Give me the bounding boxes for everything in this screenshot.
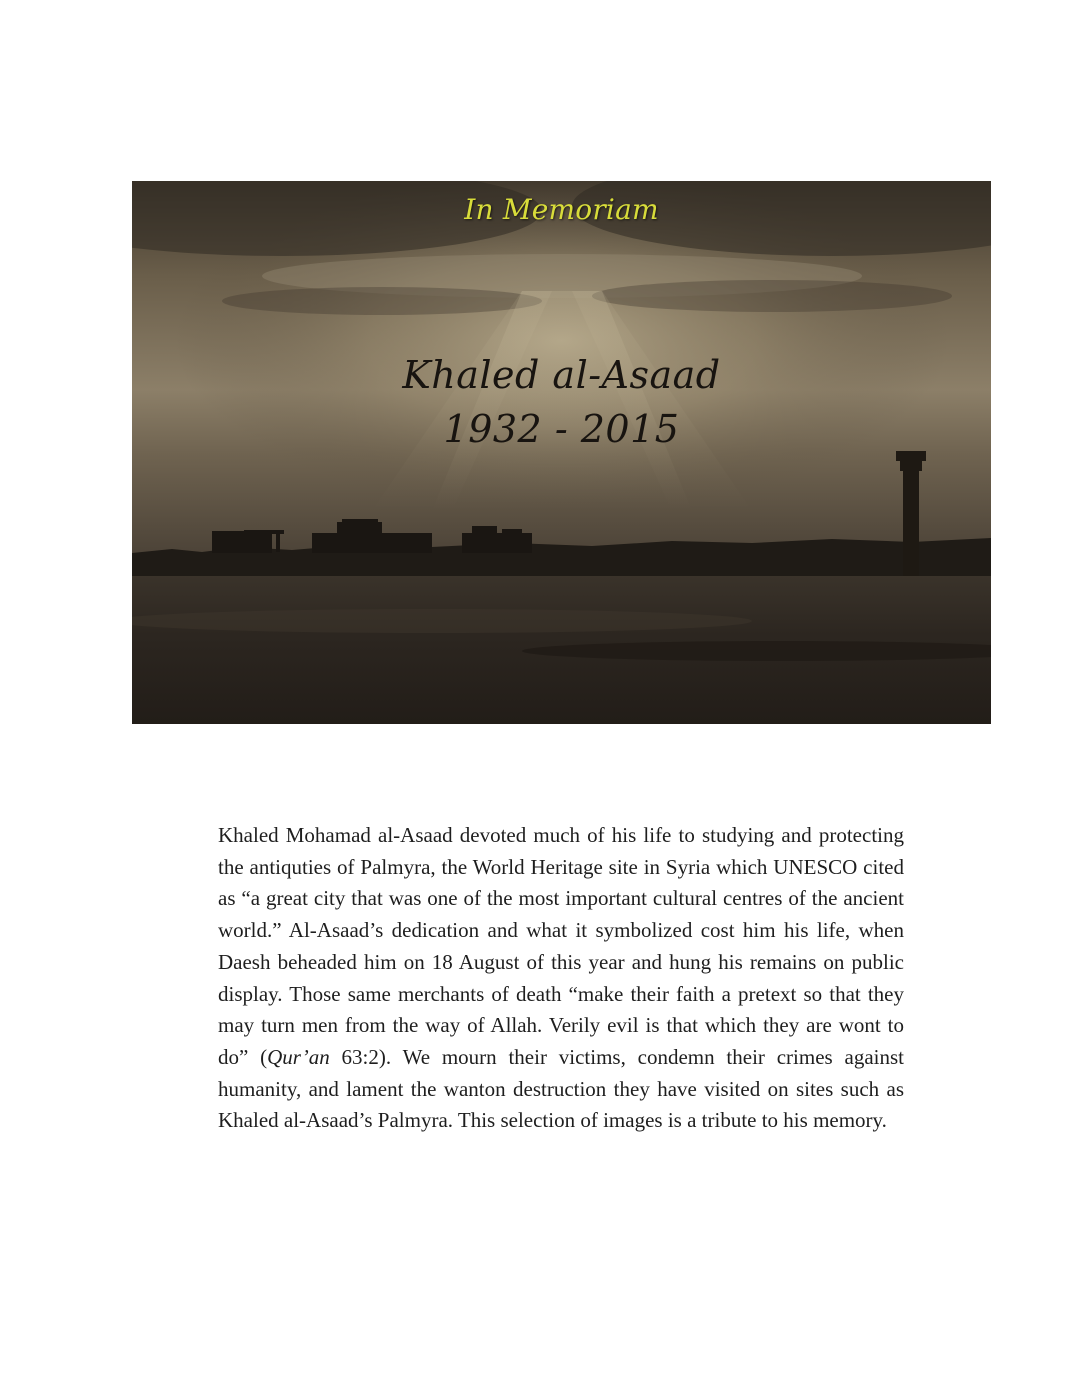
in-memoriam-heading: In Memoriam xyxy=(464,193,659,226)
tribute-paragraph xyxy=(218,820,904,1137)
quran-citation: Qur’an xyxy=(267,1044,330,1069)
palmyra-ruins-photo xyxy=(132,181,991,724)
tribute-text-part1: Khaled Mohamad al-Asaad devoted much of his life to studying and protecting the antiquties of Palmyra, the World Heritage site in Syria which UNESCO cited as “a great city that was one of the most important cultural centres of the ancient world.” Al-Asaad’s dedication and what it symbolized cost him his life, when Daesh beheaded him on 18 August of this year and hung his remains on public display. Those same merchants of death “make their faith a pretext so that they may turn men from the way of Allah. Verily evil is that which they are wont to do” ( xyxy=(218,823,904,1069)
honoree-name: Khaled al-Asaad xyxy=(402,353,721,397)
honoree-dates: 1932 - 2015 xyxy=(443,407,680,451)
memorial-photo xyxy=(132,181,991,724)
tribute-text-part2: 63:2). We mourn their victims, condemn their crimes against humanity, and lament the wanton destruction they have visited on sites such as Khaled al-Asaad’s Palmyra. This selection of images is a tribute to his memory. xyxy=(218,1044,904,1133)
